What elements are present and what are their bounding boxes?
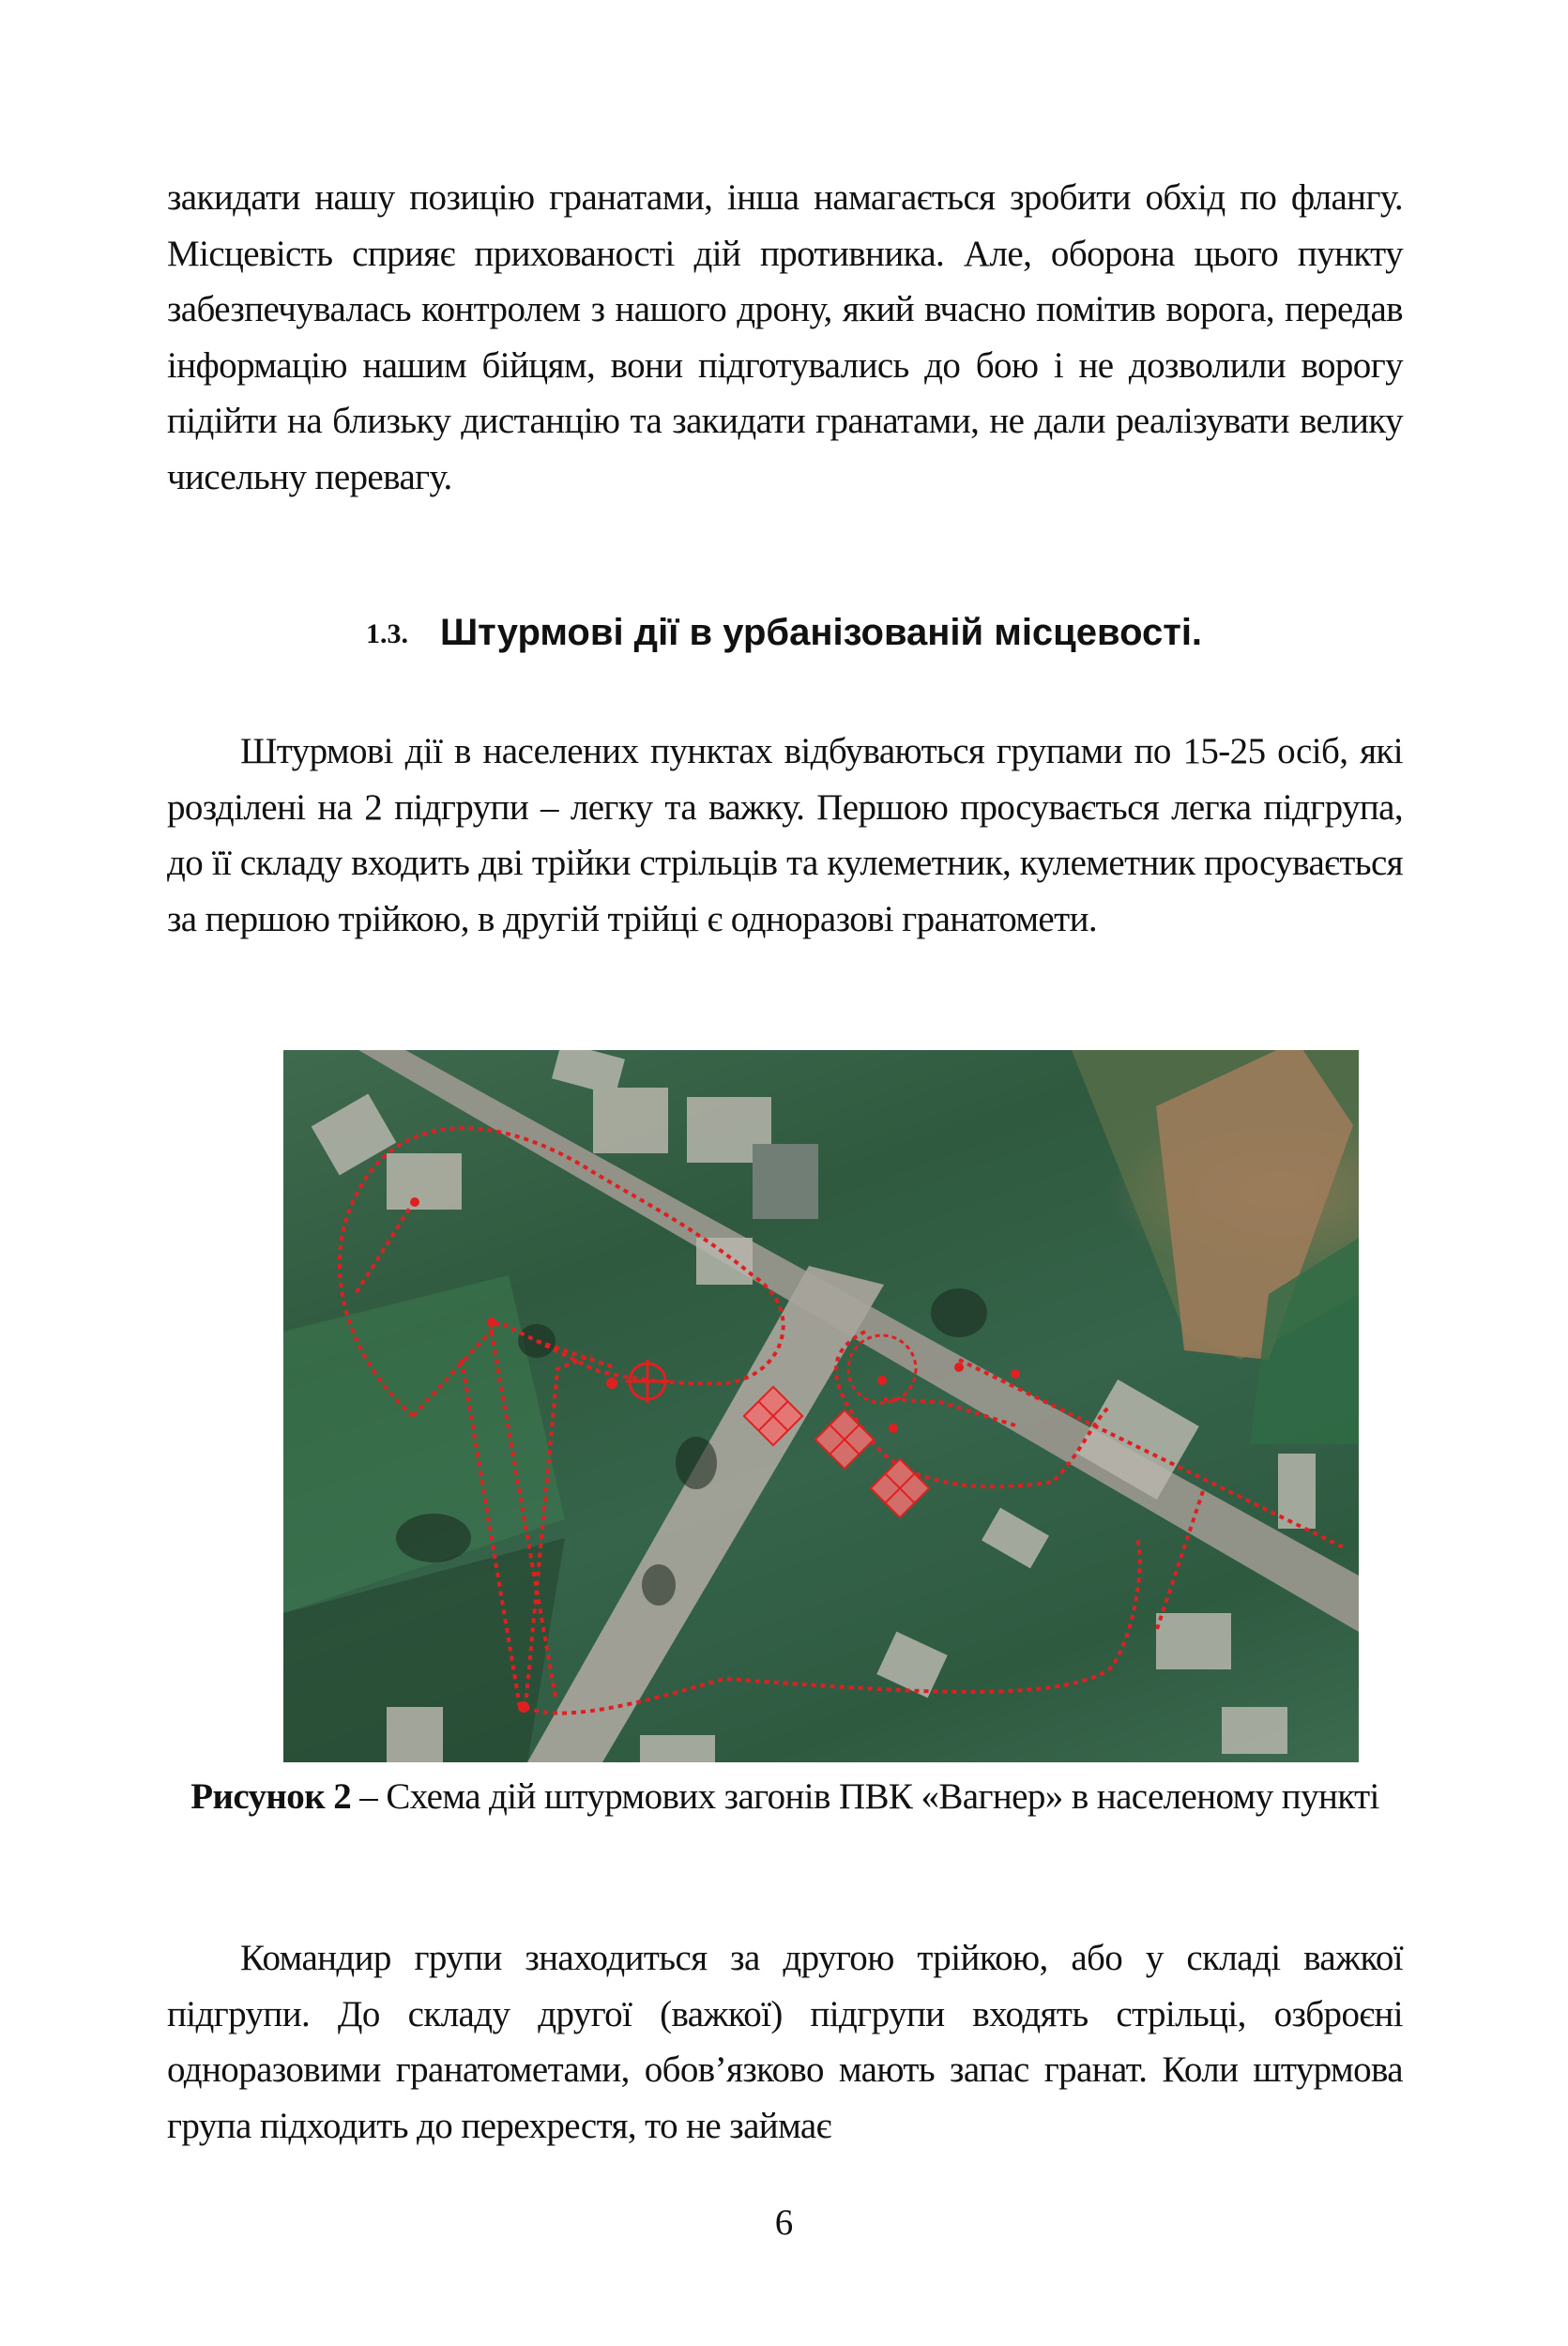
paragraph-commander — [167, 1930, 1403, 2154]
section-heading — [0, 612, 1568, 654]
section-number: 1.3. — [365, 618, 408, 649]
section-title: Штурмові дії в урбанізованій місцевості. — [439, 612, 1203, 653]
paragraph-text: Командир групи знаходиться за другою трійкою, або у складі важкої підгрупи. До складу другої (важкої) підгрупи входять стрільці, озброєні одноразовими гранатометами, обов’язково мають запас гранат. Коли штурмова група підходить до перехрестя, то не займає — [167, 1938, 1403, 2146]
caption-text: – Схема дій штурмових загонів ПВК «Вагнер» в населеному пункті — [351, 1776, 1379, 1817]
paragraph-text: Штурмові дії в населених пунктах відбуваються групами по 15-25 осіб, які розділені на 2 підгрупи – легку та важку. Першою просувається легка підгрупа, до її складу входить дві трійки стрільців та кулеметник, кулеметник просувається за першою трійкою, в другій трійці є одноразові гранатомети. — [167, 731, 1403, 939]
figure-caption — [167, 1771, 1403, 1823]
caption-label: Рисунок 2 — [190, 1776, 352, 1817]
figure-map — [283, 1050, 1359, 1762]
page-number: 6 — [774, 2202, 794, 2243]
map-overlay — [283, 1050, 1359, 1762]
paragraph-assault-groups — [167, 724, 1403, 947]
paragraph-continued: закидати нашу позицію гранатами, інша намагається зробити обхід по флангу. Місцевість сприяє прихованості дій противника. Але, оборона цього пункту забезпечувалась контролем з нашого дрону, який вчасно помітив ворога, передав інформацію нашим бійцям, вони підготувались до бою і не дозволили ворогу підійти на близьку дистанцію та закидати гранатами, не дали реалізувати велику чисельну перевагу. — [167, 177, 1403, 497]
